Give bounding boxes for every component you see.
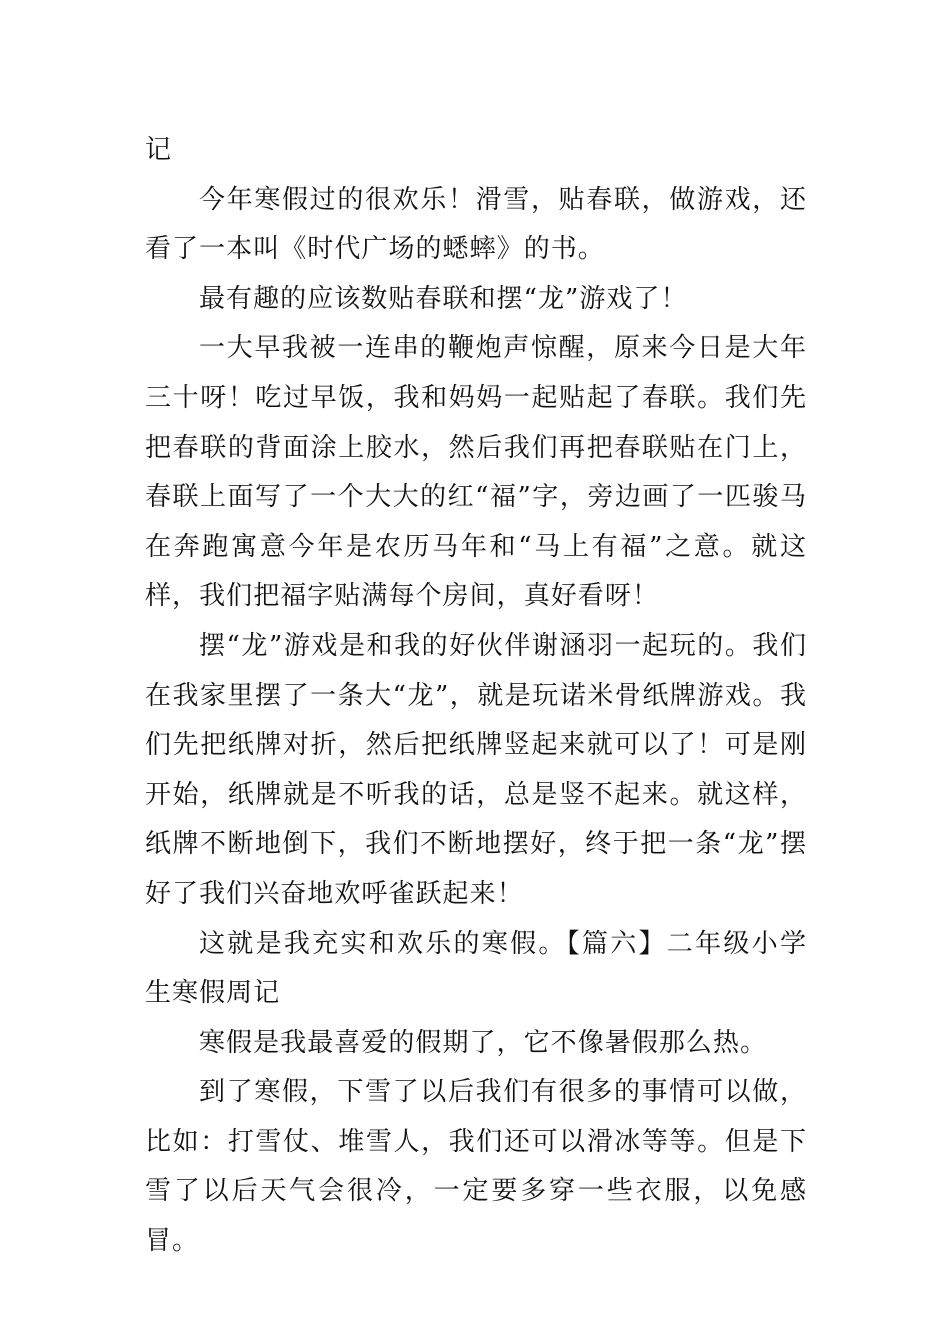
- paragraph: 寒假是我最喜爱的假期了，它不像暑假那么热。: [199, 1027, 768, 1058]
- paragraph: 这就是我充实和欢乐的寒假。【篇六】二年级小学生寒假周记: [145, 928, 807, 1009]
- document-page: [145, 126, 807, 1267]
- paragraph: 摆“龙”游戏是和我的好伙伴谢涵羽一起玩的。我们在我家里摆了一条大“龙”，就是玩诺米骨纸牌游戏。我们先把纸牌对折，然后把纸牌竖起来就可以了！可是刚开始，纸牌就是不听我的话，总是竖不起来。就这样，纸牌不断地倒下，我们不断地摆好，终于把一条“龙”摆好了我们兴奋地欢呼雀跃起来！: [145, 630, 807, 909]
- paragraph: 最有趣的应该数贴春联和摆“龙”游戏了！: [199, 283, 688, 314]
- paragraph: 记: [145, 135, 173, 165]
- paragraph: 到了寒假，下雪了以后我们有很多的事情可以做，比如：打雪仗、堆雪人，我们还可以滑冰等等。但是下雪了以后天气会很冷，一定要多穿一些衣服，以免感冒。: [145, 1077, 807, 1257]
- paragraph: 一大早我被一连串的鞭炮声惊醒，原来今日是大年三十呀！吃过早饭，我和妈妈一起贴起了春联。我们先把春联的背面涂上胶水，然后我们再把春联贴在门上，春联上面写了一个大大的红“福”字，旁边画了一匹骏马在奔跑寓意今年是农历马年和“马上有福”之意。就这样，我们把福字贴满每个房间，真好看呀！: [145, 333, 807, 612]
- paragraph: 今年寒假过的很欢乐！滑雪，贴春联，做游戏，还看了一本叫《时代广场的蟋蟀》的书。: [145, 184, 807, 265]
